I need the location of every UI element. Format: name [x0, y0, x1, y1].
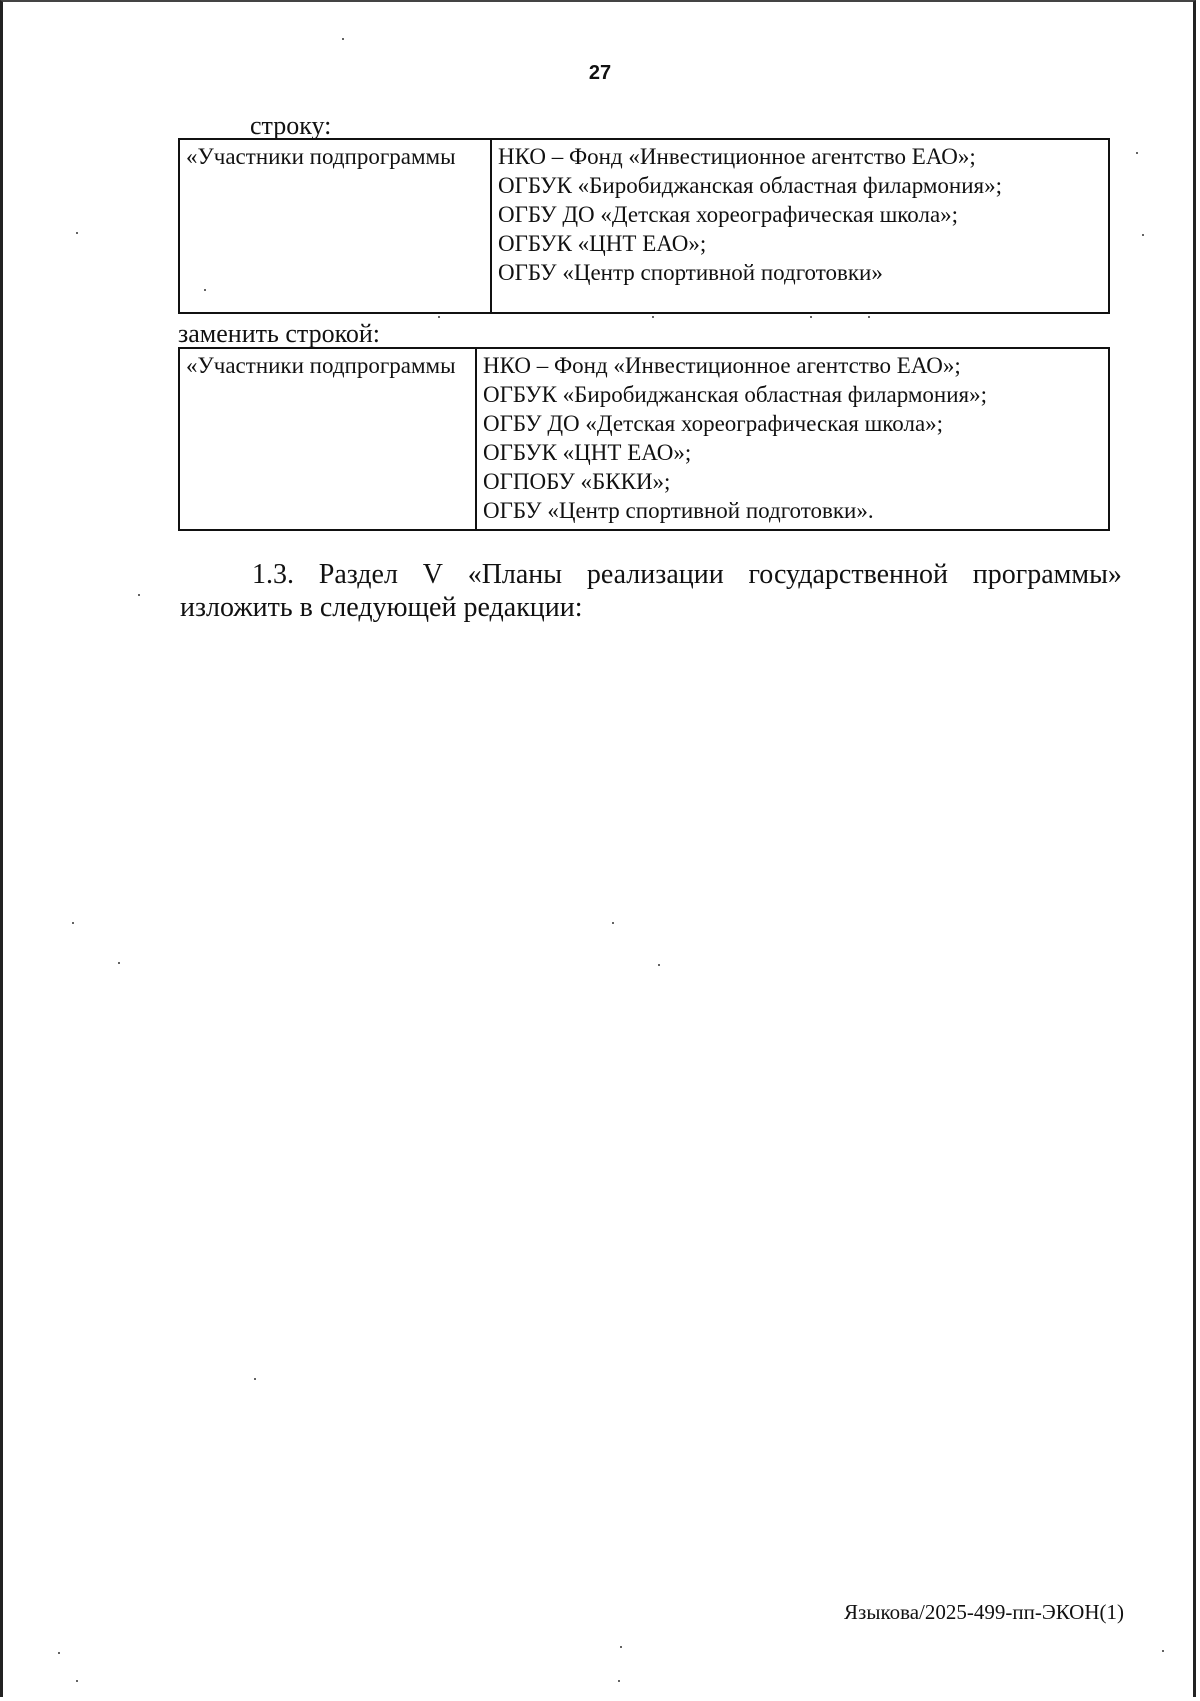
scan-speck [658, 964, 660, 966]
list-item: ОГПОБУ «БККИ»; [483, 469, 671, 494]
old-row-intro: строку: [250, 111, 332, 140]
document-reference: Языкова/2025-499-пп-ЭКОН(1) [844, 1600, 1124, 1624]
paragraph-first-line [180, 558, 1122, 591]
list-item: НКО – Фонд «Инвестиционное агентство ЕАО»; [498, 144, 976, 169]
paragraph-word: V [422, 559, 443, 590]
paragraph-word: «Планы [467, 559, 563, 590]
old-row-right-cell [491, 139, 1109, 313]
scan-speck [612, 922, 614, 924]
scan-speck [76, 232, 78, 234]
scan-speck [204, 289, 206, 291]
new-row-right-cell [476, 348, 1109, 530]
scan-speck [618, 1680, 620, 1682]
list-item: ОГБУК «Биробиджанская областная филармония»; [483, 382, 988, 407]
list-item: НКО – Фонд «Инвестиционное агентство ЕАО»; [483, 353, 961, 378]
old-row-table [178, 138, 1110, 314]
scan-speck [342, 38, 344, 40]
scan-speck [76, 1680, 78, 1682]
list-item: ОГБУ ДО «Детская хореографическая школа»; [498, 202, 959, 227]
paragraph-word: государственной [748, 559, 949, 590]
scan-speck [438, 316, 440, 318]
table-row [179, 348, 1109, 530]
section-paragraph [180, 558, 1122, 624]
table-row [179, 139, 1109, 313]
paragraph-word: Раздел [318, 559, 398, 590]
scan-speck [58, 1652, 60, 1654]
scan-speck [72, 922, 74, 924]
new-row-intro: заменить строкой: [178, 319, 381, 348]
list-item: ОГБУ «Центр спортивной подготовки» [498, 260, 883, 285]
page-number: 27 [588, 62, 612, 84]
scan-speck [1136, 152, 1138, 154]
new-row-table [178, 347, 1110, 531]
scan-speck [810, 316, 812, 318]
paragraph-word: 1.3. [252, 559, 294, 590]
scan-speck [620, 1646, 622, 1648]
scan-speck [868, 316, 870, 318]
scan-speck [118, 962, 120, 964]
list-item: ОГБУК «Биробиджанская областная филармония»; [498, 173, 1003, 198]
new-row-left-label: «Участники подпрограммы [186, 353, 456, 378]
scan-speck [254, 1378, 256, 1380]
list-item: ОГБУК «ЦНТ ЕАО»; [498, 231, 707, 256]
old-row-left-label: «Участники подпрограммы [186, 144, 456, 169]
paragraph-word: реализации [586, 559, 724, 590]
scan-speck [1162, 1650, 1164, 1652]
new-row-left-cell [179, 348, 476, 530]
list-item: ОГБУ ДО «Детская хореографическая школа»; [483, 411, 944, 436]
paragraph-word: программы» [972, 559, 1122, 590]
scan-speck [138, 594, 140, 596]
old-row-left-cell [179, 139, 491, 313]
scan-speck [1142, 234, 1144, 236]
list-item: ОГБУ «Центр спортивной подготовки». [483, 498, 874, 523]
list-item: ОГБУК «ЦНТ ЕАО»; [483, 440, 692, 465]
scan-speck [652, 316, 654, 318]
paragraph-second-line: изложить в следующей редакции: [180, 592, 583, 623]
